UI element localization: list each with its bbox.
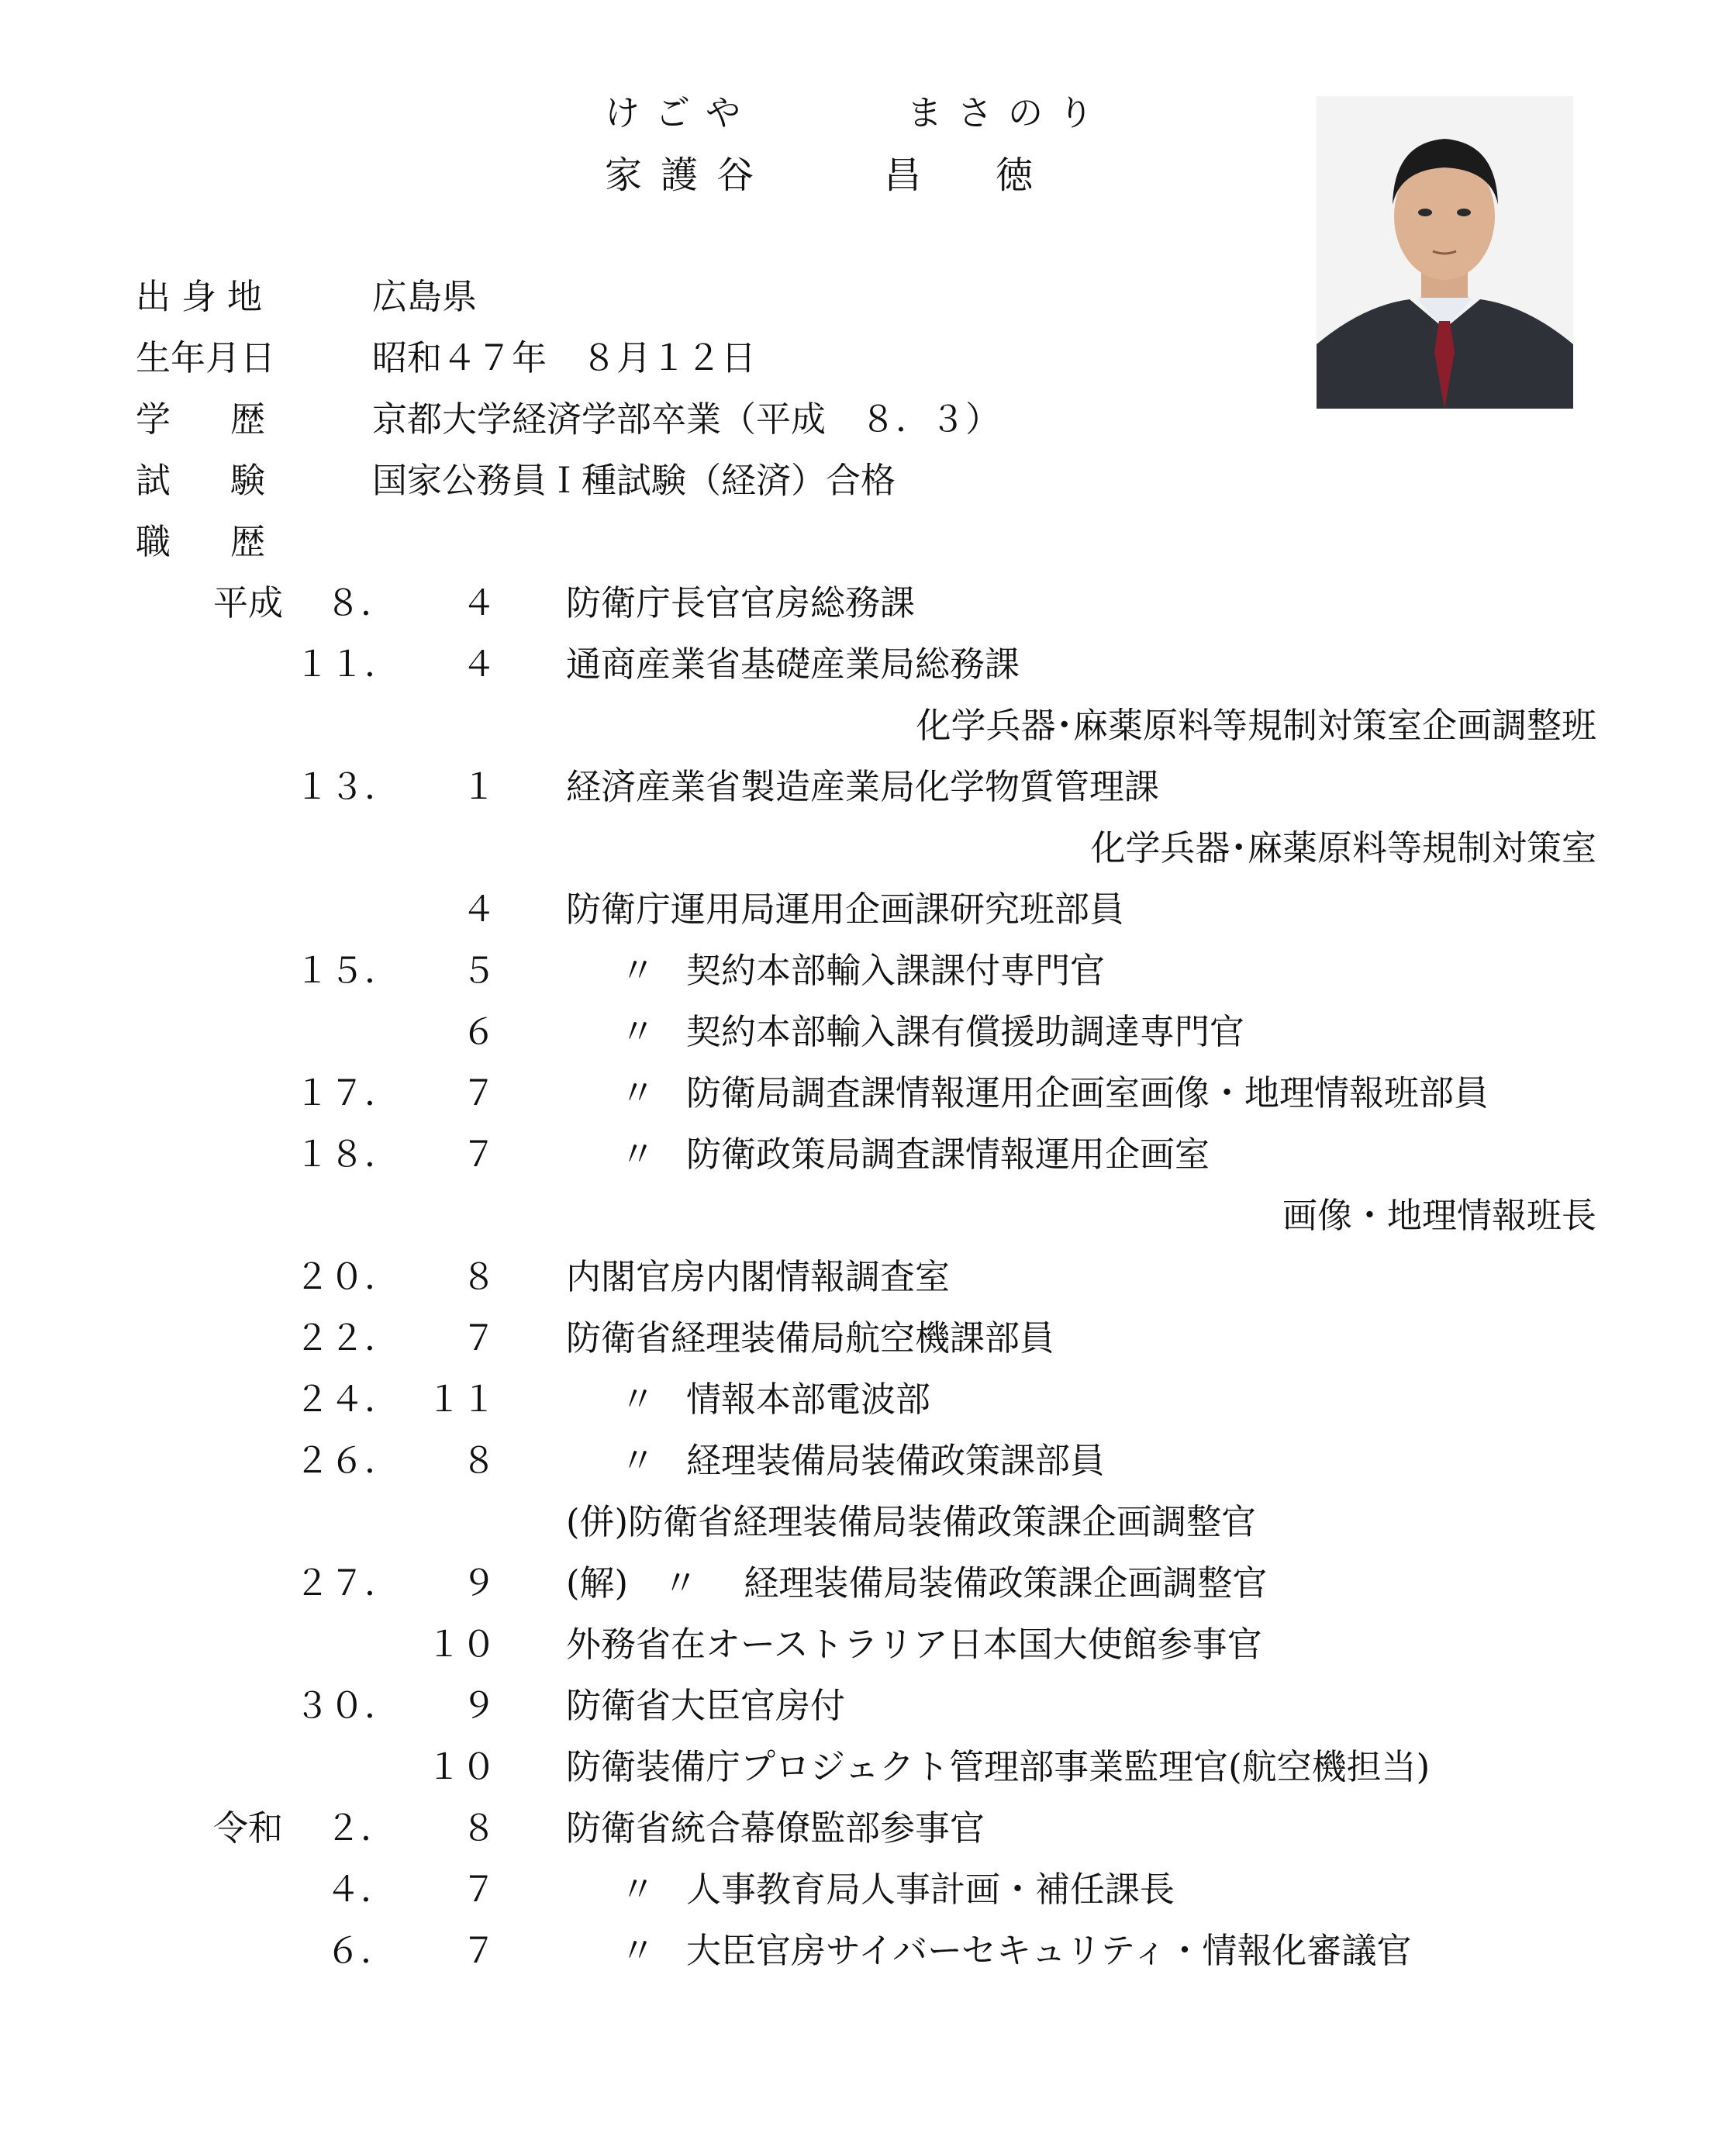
career-year: １１． bbox=[295, 644, 400, 685]
career-continuation: 化学兵器･麻薬原料等規制対策室 bbox=[1090, 827, 1596, 868]
career-year: ２． bbox=[325, 1807, 395, 1849]
education-label: 学 歴 bbox=[136, 399, 278, 440]
career-ditto-mark: 〃 bbox=[620, 1011, 656, 1052]
career-year: ６． bbox=[325, 1930, 395, 1971]
career-ditto-mark: 〃 bbox=[620, 1869, 656, 1910]
career-position: 契約本部輸入課有償援助調達専門官 bbox=[686, 1011, 1245, 1052]
career-month: １０ bbox=[426, 1746, 496, 1787]
career-year: ２２． bbox=[295, 1317, 400, 1359]
career-position: 防衛局調査課情報運用企画室画像・地理情報班部員 bbox=[686, 1072, 1489, 1113]
portrait-icon bbox=[1317, 96, 1573, 409]
career-position: 情報本部電波部 bbox=[686, 1379, 931, 1420]
portrait-photo bbox=[1317, 96, 1573, 409]
career-position: 通商産業省基礎産業局総務課 bbox=[566, 644, 1020, 685]
career-label: 職 歴 bbox=[136, 521, 278, 562]
career-year: ３０． bbox=[295, 1685, 400, 1726]
career-year: １５． bbox=[295, 950, 400, 991]
career-position: 防衛省経理装備局航空機課部員 bbox=[566, 1317, 1055, 1359]
career-position: 経済産業省製造産業局化学物質管理課 bbox=[566, 766, 1160, 807]
career-position: (解) 〃 経理装備局装備政策課企画調整官 bbox=[566, 1562, 1268, 1604]
birthdate-label: 生年月日 bbox=[136, 337, 276, 378]
career-ditto-mark: 〃 bbox=[620, 950, 656, 991]
career-ditto-mark: 〃 bbox=[620, 1134, 656, 1175]
career-position: 経理装備局装備政策課部員 bbox=[686, 1440, 1106, 1481]
birthdate-value: 昭和４７年 ８月１２日 bbox=[372, 337, 757, 378]
career-continuation: 化学兵器･麻薬原料等規制対策室企画調整班 bbox=[916, 705, 1596, 746]
career-month: １ bbox=[461, 766, 496, 807]
career-position: 防衛装備庁プロジェクト管理部事業監理官(航空機担当) bbox=[566, 1746, 1431, 1787]
exam-value: 国家公務員Ｉ種試験（経済）合格 bbox=[372, 460, 896, 501]
career-month: ６ bbox=[461, 1011, 496, 1052]
career-year: １３． bbox=[295, 766, 400, 807]
career-position: 防衛省大臣官房付 bbox=[566, 1685, 846, 1726]
career-month: ７ bbox=[461, 1134, 496, 1175]
career-year: ８． bbox=[325, 582, 395, 623]
career-position: 人事教育局人事計画・補任課長 bbox=[686, 1869, 1175, 1910]
career-year: ２７． bbox=[295, 1562, 400, 1604]
career-month: ７ bbox=[461, 1869, 496, 1910]
career-month: ８ bbox=[461, 1807, 496, 1849]
career-month: ８ bbox=[461, 1440, 496, 1481]
career-month: ５ bbox=[461, 950, 496, 991]
career-year: ４． bbox=[325, 1869, 395, 1910]
career-ditto-mark: 〃 bbox=[620, 1379, 656, 1420]
career-position: 防衛省統合幕僚監部参事官 bbox=[566, 1807, 985, 1849]
education-value: 京都大学経済学部卒業（平成 ８．３） bbox=[372, 399, 1001, 440]
career-month: ７ bbox=[461, 1072, 496, 1113]
career-year: １８． bbox=[295, 1134, 400, 1175]
career-month: ７ bbox=[461, 1317, 496, 1359]
career-position: 契約本部輸入課課付専門官 bbox=[686, 950, 1106, 991]
career-position: 外務省在オーストラリア日本国大使館参事官 bbox=[566, 1624, 1262, 1665]
career-era: 平成 bbox=[213, 582, 284, 623]
career-month: ４ bbox=[461, 582, 496, 623]
career-month: ４ bbox=[461, 889, 496, 930]
career-position: 防衛庁長官官房総務課 bbox=[566, 582, 916, 623]
birthplace-value: 広島県 bbox=[372, 276, 478, 317]
name-reading: けごや まさのり bbox=[605, 92, 1110, 133]
career-year: ２６． bbox=[295, 1440, 400, 1481]
person-name: 家護谷 昌 徳 bbox=[605, 154, 1052, 197]
career-ditto-mark: 〃 bbox=[620, 1440, 656, 1481]
career-position: 防衛政策局調査課情報運用企画室 bbox=[686, 1134, 1210, 1175]
career-era: 令和 bbox=[213, 1807, 284, 1849]
career-month: １０ bbox=[426, 1624, 496, 1665]
career-month: ４ bbox=[461, 644, 496, 685]
career-year: ２４． bbox=[295, 1379, 400, 1420]
career-month: ７ bbox=[461, 1930, 496, 1971]
career-month: ８ bbox=[461, 1256, 496, 1297]
birthplace-label: 出身地 bbox=[136, 276, 274, 317]
career-position: 内閣官房内閣情報調査室 bbox=[566, 1256, 951, 1297]
exam-label: 試 験 bbox=[136, 460, 278, 501]
career-year: １７． bbox=[295, 1072, 400, 1113]
career-position: 大臣官房サイバーセキュリティ・情報化審議官 bbox=[686, 1930, 1412, 1971]
career-month: １１ bbox=[426, 1379, 496, 1420]
career-position: 防衛庁運用局運用企画課研究班部員 bbox=[566, 889, 1125, 930]
career-month: ９ bbox=[461, 1562, 496, 1604]
career-continuation: (併)防衛省経理装備局装備政策課企画調整官 bbox=[566, 1501, 1257, 1542]
career-month: ９ bbox=[461, 1685, 496, 1726]
career-year: ２０． bbox=[295, 1256, 400, 1297]
career-continuation: 画像・地理情報班長 bbox=[1282, 1195, 1596, 1236]
career-ditto-mark: 〃 bbox=[620, 1072, 656, 1113]
career-ditto-mark: 〃 bbox=[620, 1930, 656, 1971]
